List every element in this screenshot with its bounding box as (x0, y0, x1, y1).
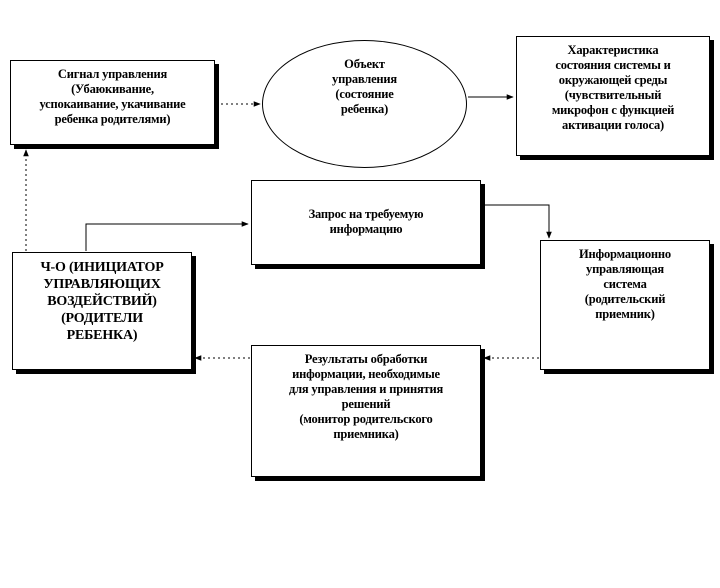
results-line: решений (341, 397, 391, 411)
control-system-title: Информационно (579, 247, 671, 261)
arrow-request-to-control-system (482, 205, 549, 238)
control-system-title: управляющая (586, 262, 664, 276)
initiator-box (12, 252, 192, 370)
request-line: Запрос на требуемую (308, 207, 424, 221)
control-signal-line: ребенка родителями) (54, 112, 171, 126)
arrow-initiator-to-request (86, 224, 248, 251)
control-object-line: ребенка) (340, 102, 389, 116)
results-line: Результаты обработки (304, 352, 428, 366)
control-system-line: (родительский (584, 292, 666, 306)
characteristic-title: Характеристика (567, 43, 659, 57)
control-signal-line: успокаивание, укачивание (39, 97, 186, 111)
characteristic-line: (чувствительный (564, 88, 662, 102)
control-signal-title: Сигнал управления (57, 67, 168, 81)
characteristic-box (516, 36, 710, 156)
initiator-line: УПРАВЛЯЮЩИХ (43, 277, 161, 292)
control-signal-box (10, 60, 215, 145)
characteristic-line: микрофон с функцией (551, 103, 675, 117)
initiator-line: (РОДИТЕЛИ (61, 311, 143, 326)
control-system-box (540, 240, 710, 370)
control-object-line: управления (332, 72, 397, 86)
control-object-ellipse (262, 40, 467, 168)
request-box (251, 180, 481, 265)
control-system-line: приемник) (595, 307, 655, 321)
control-signal-line: (Убаюкивание, (71, 82, 154, 96)
characteristic-title: окружающей среды (558, 73, 668, 87)
characteristic-title: состояния системы и (555, 58, 671, 72)
control-object-line: Объект (344, 57, 385, 71)
results-line: информации, необходимые (292, 367, 440, 381)
initiator-line: РЕБЕНКА) (66, 328, 138, 343)
results-line: приемника) (333, 427, 399, 441)
results-line: для управления и принятия (288, 382, 444, 396)
results-box (251, 345, 481, 477)
results-line: (монитор родительского (299, 412, 433, 426)
control-object-line: (состояние (335, 87, 394, 101)
initiator-line: ВОЗДЕЙСТВИЙ) (47, 294, 157, 309)
characteristic-line: активации голоса) (562, 118, 664, 132)
request-line: информацию (329, 222, 403, 236)
initiator-line: Ч-О (ИНИЦИАТОР (40, 260, 164, 275)
control-system-title: система (603, 277, 647, 291)
